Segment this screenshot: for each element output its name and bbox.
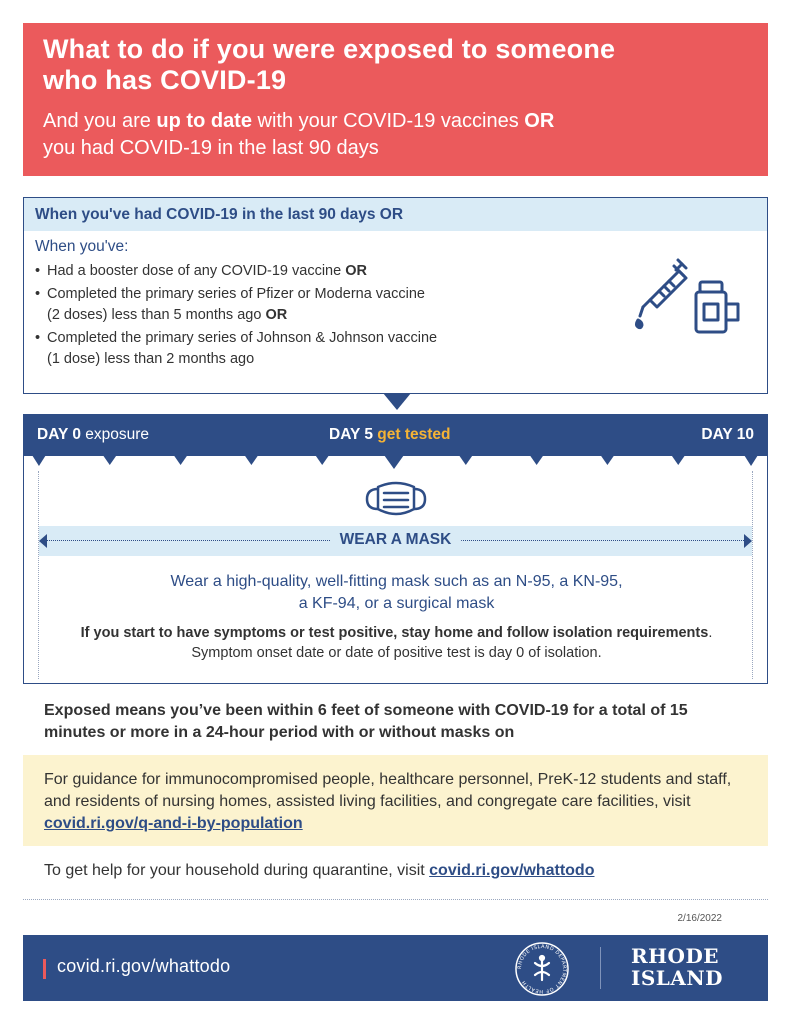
exposure-definition: Exposed means you’ve been within 6 feet of someone with COVID-19 for a total of 15 minutes or more in a 24-hour period with or without masks on <box>44 702 688 741</box>
item-line-2: (1 dose) less than 2 months ago <box>47 351 255 367</box>
isolation-note-rest: . Symptom onset date or date of positive test is day 0 of isolation. <box>191 625 713 661</box>
subtitle-or: OR <box>524 110 555 132</box>
syringe-vial-icon <box>626 250 746 335</box>
household-help <box>44 860 764 882</box>
day-marker <box>32 455 46 466</box>
day-0-note: exposure <box>80 426 150 443</box>
divider <box>23 899 768 900</box>
day-marker <box>530 455 544 465</box>
eligibility-intro: When you've: <box>35 238 129 255</box>
day-marker <box>671 455 685 465</box>
item-text: (2 doses) less than 5 months ago <box>47 307 266 323</box>
item-or: OR <box>345 263 367 279</box>
eligibility-pointer <box>383 393 411 410</box>
day-marker <box>103 455 117 465</box>
header-banner <box>23 23 768 176</box>
revision-date: 2/16/2022 <box>677 913 722 924</box>
day-0-text: DAY 0 <box>37 426 81 443</box>
day-0-label <box>37 426 149 444</box>
subtitle-line-1 <box>43 108 748 135</box>
band-text: When you've had COVID-19 in the last 90 days <box>35 206 380 223</box>
eligibility-box <box>23 197 768 394</box>
timeline-guide-right <box>752 471 753 679</box>
day-marker <box>384 455 404 469</box>
footer-divider <box>600 947 601 989</box>
help-text: To get help for your household during quarantine, visit <box>44 862 430 879</box>
day-5-note: get tested <box>377 426 451 443</box>
title-line-1: What to do if you were exposed to someone <box>43 34 616 64</box>
what-to-do-link[interactable]: covid.ri.gov/whattodo <box>429 862 595 879</box>
day-marker <box>459 455 473 465</box>
arrow-right-icon <box>744 534 752 548</box>
timeline-day-markers <box>24 455 767 469</box>
title-line-2: who has COVID-19 <box>43 65 287 95</box>
guidance-text: For guidance for immunocompromised people, healthcare personnel, PreK-12 students and staff, and residents of nursing homes, assisted living facilities, and congregate care facilities, visit <box>44 771 732 810</box>
face-mask-icon <box>364 475 428 523</box>
day-marker <box>244 455 258 465</box>
mask-guidance <box>64 571 729 615</box>
arrow-left-icon <box>39 534 47 548</box>
timeline-guide-left <box>38 471 39 679</box>
subtitle-line-2: you had COVID-19 in the last 90 days <box>43 137 379 159</box>
rhode-island-logo <box>631 945 723 989</box>
isolation-note <box>54 623 739 663</box>
subtitle-text: with your COVID-19 vaccines <box>251 110 525 132</box>
day-marker <box>315 455 329 465</box>
item-or: OR <box>265 307 288 323</box>
day-10-label: DAY 10 <box>701 426 754 443</box>
wear-mask-band <box>39 526 752 556</box>
day-5-text: DAY 5 <box>329 426 373 443</box>
timeline <box>23 414 768 684</box>
wear-mask-label: WEAR A MASK <box>330 531 462 549</box>
isolation-note-bold: If you start to have symptoms or test positive, stay home and follow isolation requirements <box>80 625 709 641</box>
population-guidance-link[interactable]: covid.ri.gov/q-and-i-by-population <box>44 815 303 832</box>
footer-accent-bar <box>43 959 46 979</box>
timeline-bar <box>24 415 767 456</box>
mask-guidance-line-1: Wear a high-quality, well-fitting mask such as an N-95, a KN-95, <box>170 573 623 590</box>
day-5-label <box>329 426 450 444</box>
day-marker <box>600 455 614 465</box>
eligibility-band <box>24 198 767 231</box>
logo-line-2: ISLAND <box>631 966 724 990</box>
health-department-seal-icon <box>514 941 570 997</box>
footer-url[interactable]: covid.ri.gov/whattodo <box>57 956 231 976</box>
footer <box>23 935 768 1001</box>
item-text: Completed the primary series of Pfizer or Moderna vaccine <box>47 286 425 302</box>
subtitle-text: And you are <box>43 110 157 132</box>
logo-line-1: RHODE <box>631 944 720 968</box>
day-marker <box>744 455 758 466</box>
guidance-box <box>23 755 768 846</box>
item-text: Completed the primary series of Johnson & Johnson vaccine <box>47 330 438 346</box>
band-or: OR <box>379 206 404 223</box>
day-marker <box>174 455 188 465</box>
mask-guidance-line-2: a KF-94, or a surgical mask <box>298 595 495 612</box>
page-title <box>43 34 748 96</box>
item-text: Had a booster dose of any COVID-19 vaccine <box>47 263 346 279</box>
seal-text: RHODE ISLAND DEPARTMENT OF HEALTH <box>516 943 568 995</box>
subtitle-bold: up to date <box>156 110 252 132</box>
page-subtitle <box>43 108 748 162</box>
